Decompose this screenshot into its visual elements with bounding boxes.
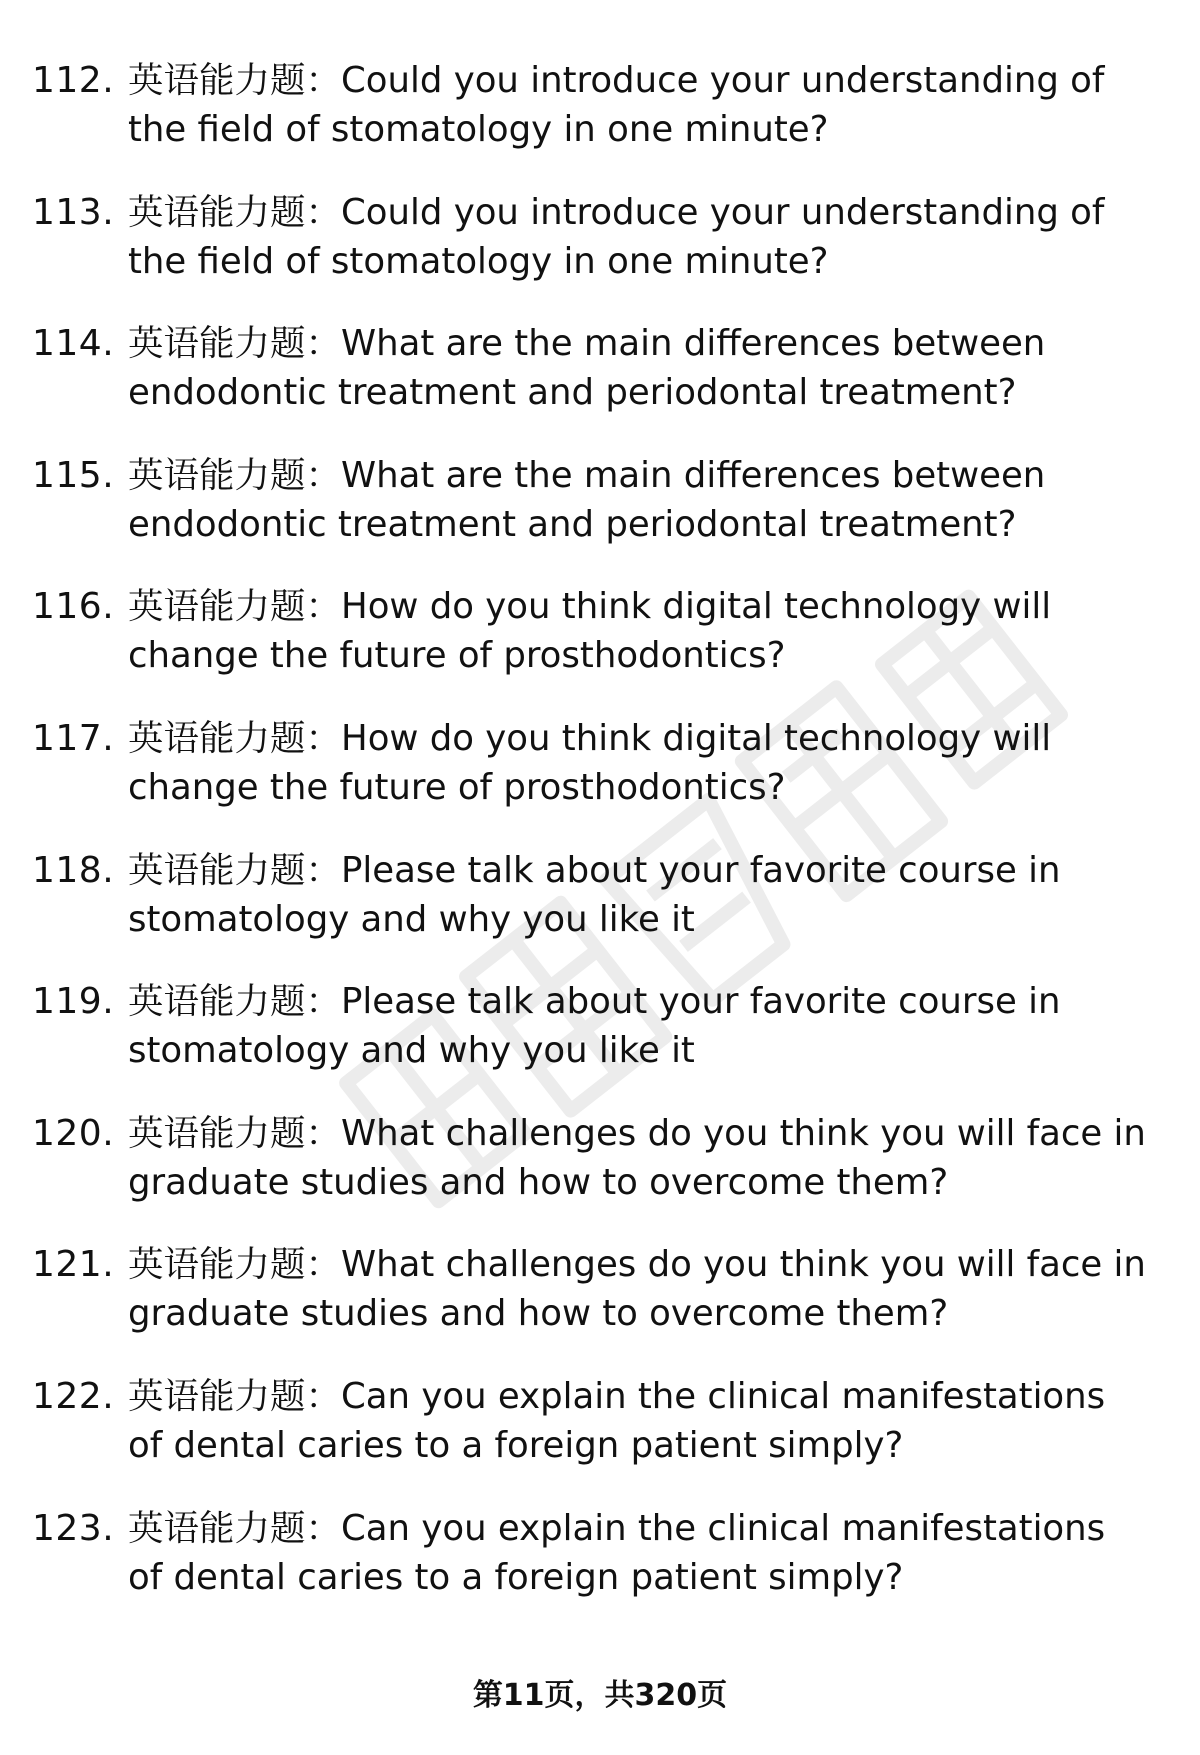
question-number: 114.	[32, 323, 115, 365]
question-text: How do you think digital technology will change the future of prosthodontics?	[128, 586, 1052, 677]
question-body	[128, 846, 1148, 944]
question-number: 121.	[32, 1244, 115, 1286]
question-text: What challenges do you think you will face in graduate studies and how to overcome them?	[128, 1112, 1146, 1203]
question-text: Can you explain the clinical manifestations of dental caries to a foreign patient simply?	[128, 1375, 1106, 1466]
question-category: 英语能力题：	[128, 1507, 342, 1549]
question-number: 118.	[32, 849, 115, 891]
question-body	[128, 56, 1148, 154]
question-number: 119.	[32, 981, 115, 1023]
question-number: 116.	[32, 586, 115, 628]
question-body	[128, 714, 1148, 812]
question-item	[0, 451, 1200, 583]
question-text: What challenges do you think you will face in graduate studies and how to overcome them?	[128, 1244, 1146, 1335]
question-item	[0, 582, 1200, 714]
question-item	[0, 319, 1200, 451]
question-category: 英语能力题：	[128, 849, 342, 891]
question-body	[128, 319, 1148, 417]
question-body	[128, 1109, 1148, 1207]
question-item	[0, 1372, 1200, 1504]
question-number: 112.	[32, 60, 115, 101]
question-category: 英语能力题：	[128, 60, 342, 101]
question-body	[128, 1372, 1148, 1470]
question-text: Can you explain the clinical manifestations of dental caries to a foreign patient simply?	[128, 1507, 1106, 1598]
question-body	[128, 1504, 1148, 1602]
question-number: 123.	[32, 1507, 115, 1549]
question-number: 122.	[32, 1375, 115, 1417]
question-category: 英语能力题：	[128, 323, 342, 365]
question-item	[0, 977, 1200, 1109]
question-text: How do you think digital technology will change the future of prosthodontics?	[128, 717, 1052, 808]
question-item	[0, 714, 1200, 846]
question-category: 英语能力题：	[128, 454, 342, 496]
question-item	[0, 846, 1200, 978]
question-body	[128, 1240, 1148, 1338]
question-text: Could you introduce your understanding of the field of stomatology in one minute?	[128, 191, 1105, 282]
question-text: Please talk about your favorite course in stomatology and why you like it	[128, 849, 1061, 940]
question-text: Could you introduce your understanding of the field of stomatology in one minute?	[128, 60, 1105, 150]
question-category: 英语能力题：	[128, 191, 342, 233]
question-number: 120.	[32, 1112, 115, 1154]
page-indicator: 第11页，共320页	[472, 1678, 728, 1713]
question-item	[0, 1240, 1200, 1372]
question-number: 115.	[32, 454, 115, 496]
question-category: 英语能力题：	[128, 1112, 342, 1154]
question-item	[0, 188, 1200, 320]
question-number: 113.	[32, 191, 115, 233]
question-category: 英语能力题：	[128, 717, 342, 759]
question-text: What are the main differences between endodontic treatment and periodontal treatment?	[128, 454, 1046, 545]
question-body	[128, 582, 1148, 680]
question-category: 英语能力题：	[128, 586, 342, 628]
question-body	[128, 188, 1148, 286]
question-body	[128, 451, 1148, 549]
question-category: 英语能力题：	[128, 981, 342, 1023]
question-text: Please talk about your favorite course in stomatology and why you like it	[128, 981, 1061, 1072]
question-body	[128, 977, 1148, 1075]
question-item	[0, 56, 1200, 188]
question-category: 英语能力题：	[128, 1244, 342, 1286]
question-text: What are the main differences between endodontic treatment and periodontal treatment?	[128, 323, 1046, 414]
question-list	[0, 56, 1200, 1635]
question-item	[0, 1109, 1200, 1241]
question-category: 英语能力题：	[128, 1375, 342, 1417]
question-number: 117.	[32, 717, 115, 759]
question-item	[0, 1504, 1200, 1636]
